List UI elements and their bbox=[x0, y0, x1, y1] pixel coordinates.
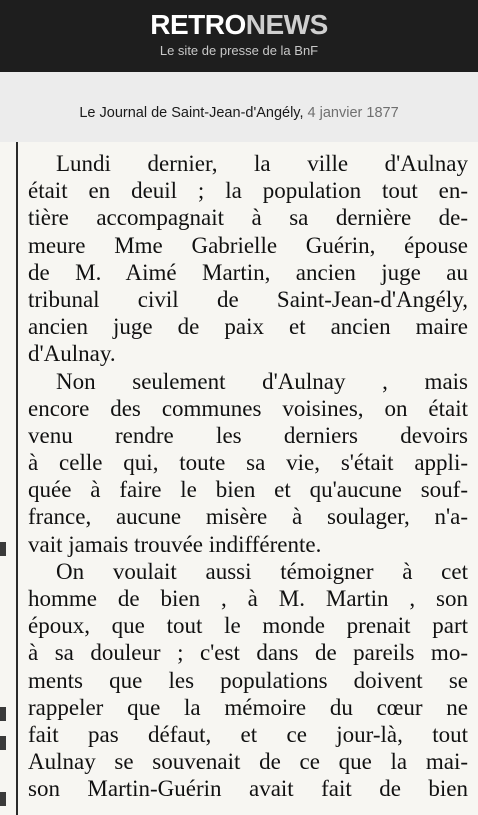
publication-date: 4 janvier 1877 bbox=[307, 105, 399, 121]
article-line: Non seulement d'Aulnay , mais bbox=[56, 368, 468, 394]
article-line: venu rendre les derniers devoirs bbox=[28, 422, 468, 448]
article-line: vait jamais trouvée indifférente. bbox=[28, 531, 322, 557]
article-line: On voulait aussi témoigner à cet bbox=[56, 558, 468, 584]
retronews-logo[interactable] bbox=[0, 9, 478, 41]
article-line: meure Mme Gabrielle Guérin, épouse bbox=[28, 232, 468, 258]
edge-mark bbox=[0, 792, 6, 806]
site-tagline: Le site de presse de la BnF bbox=[159, 43, 319, 58]
article-line: fait pas défaut, et ce jour-là, tout bbox=[28, 721, 468, 747]
article-line: son Martin-Guérin avait fait de bien bbox=[28, 776, 468, 802]
site-header bbox=[0, 0, 478, 72]
article-line: d'Aulnay. bbox=[28, 341, 116, 367]
article-line: homme de bien , à M. Martin , son bbox=[28, 586, 468, 611]
article-line: encore des communes voisines, on était bbox=[28, 395, 468, 421]
article-line: Lundi dernier, la ville d'Aulnay bbox=[56, 151, 468, 176]
article-line: ments que les populations doivent se bbox=[28, 667, 468, 693]
article-line: de M. Aimé Martin, ancien juge au bbox=[28, 259, 468, 285]
article-line: quée à faire le bien et qu'aucune souf- bbox=[28, 477, 468, 503]
edge-mark bbox=[0, 542, 6, 556]
article-line: tribunal civil de Saint-Jean-d'Angély, bbox=[28, 286, 468, 312]
article-line: tière accompagnait à sa dernière de- bbox=[28, 205, 468, 231]
article-line: france, aucune misère à soulager, n'a- bbox=[28, 504, 468, 530]
article-line: à celle qui, toute sa vie, s'était appli- bbox=[28, 450, 468, 476]
document-title bbox=[0, 104, 478, 122]
journal-name: Le Journal de Saint-Jean-d'Angély, bbox=[79, 105, 304, 121]
article-line: à sa douleur ; c'est dans de pareils mo- bbox=[28, 640, 468, 666]
column-rule bbox=[16, 142, 18, 815]
article-line: était en deuil ; la population tout en- bbox=[28, 178, 468, 204]
newspaper-scan bbox=[0, 142, 478, 815]
article-line: Aulnay se souvenait de ce que la mai- bbox=[28, 749, 468, 775]
article-line: ancien juge de paix et ancien maire bbox=[28, 314, 468, 340]
article-line: rappeler que la mémoire du cœur ne bbox=[28, 694, 468, 720]
article-text bbox=[28, 150, 468, 803]
logo-news: NEWS bbox=[245, 9, 328, 40]
article-line: époux, que tout le monde prenait part bbox=[28, 613, 468, 639]
edge-mark bbox=[0, 736, 6, 750]
logo-retro: RETRO bbox=[150, 9, 246, 40]
edge-mark bbox=[0, 707, 6, 721]
